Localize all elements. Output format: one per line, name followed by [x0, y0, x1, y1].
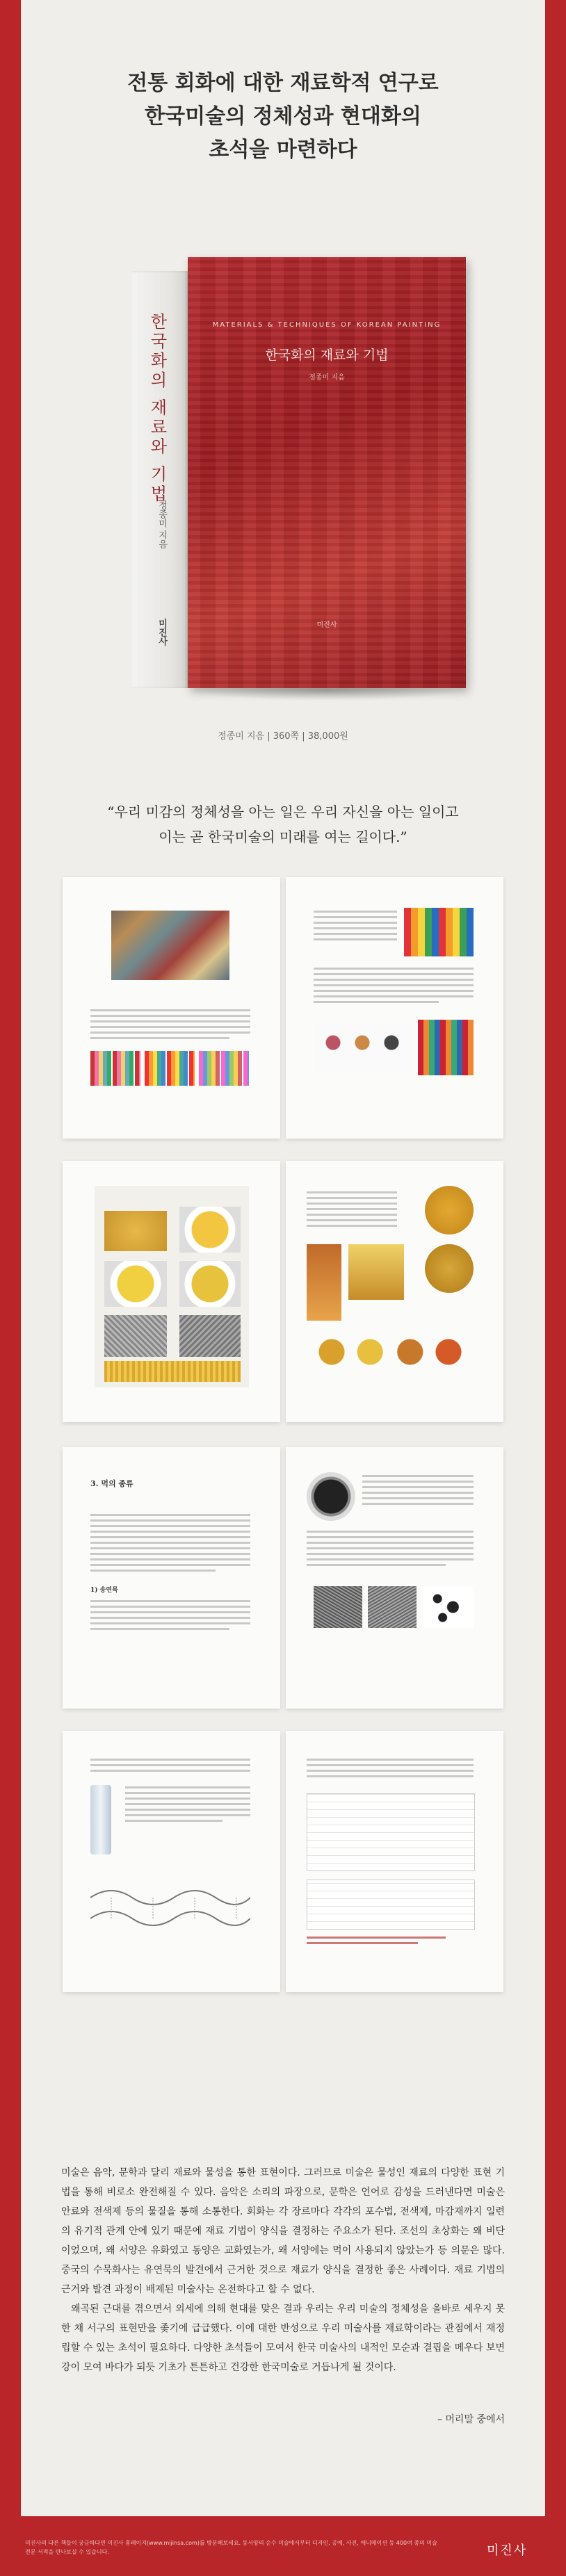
data-table — [307, 1880, 475, 1930]
book-page-right — [286, 877, 503, 1139]
book-spread — [63, 1161, 503, 1422]
ink-dish-photo — [307, 1472, 355, 1521]
book-page-right — [286, 1447, 503, 1709]
yellow-pigment-dish — [179, 1207, 241, 1253]
book-page-left — [63, 1731, 280, 1992]
spine-author: 정종미 지음 — [156, 500, 167, 549]
pigment-tubes-photo — [418, 1020, 474, 1075]
book-spread — [63, 1731, 503, 1992]
microscope-photo — [104, 1315, 167, 1357]
color-swatch-chart — [145, 1051, 195, 1086]
cover-publisher: 미진사 — [316, 621, 337, 629]
quote — [21, 799, 545, 849]
footer-note: 미진사의 다른 책들이 궁금하다면 미진사 홈페이지(www.mijinsa.com)를 방문해보세요. 동서양의 순수 미술에서부터 디자인, 공예, 사진, 애니메이션 등 400여 종의 미술 전문 서적을 만나보실 수 있습니다. — [25, 2540, 437, 2555]
color-swatch-chart — [199, 1051, 249, 1086]
section-heading: 3. 먹의 종류 — [90, 1479, 134, 1488]
book-image — [132, 257, 466, 702]
book-page-left — [63, 1161, 280, 1422]
cover-english-title: MATERIALS & TECHNIQUES OF KOREAN PAINTING — [212, 321, 442, 329]
pigment-dish-photo — [425, 1244, 474, 1293]
headline — [21, 67, 545, 167]
spine-publisher: 미진사 — [156, 619, 167, 646]
orpiment-photo — [104, 1211, 167, 1251]
pigment-dishes-photo — [314, 1023, 411, 1072]
yellow-pigment-dish — [179, 1261, 241, 1307]
body-text — [61, 2163, 505, 2377]
book-page-right — [286, 1731, 503, 1992]
publisher-logo: 미진사 — [487, 2543, 528, 2558]
book-page-right — [286, 1161, 503, 1422]
spray-bottle-photo — [90, 1785, 111, 1854]
book-spread — [63, 1447, 503, 1709]
pigment-palette-photo — [404, 908, 474, 956]
body-paragraph: 왜곡된 근대를 겪으면서 외세에 의해 현대를 맞은 결과 우리는 우리 미술의 정체성을 올바로 세우지 못한 채 서구의 표현만을 좇기에 급급했다. 이에 대한 반성으로 우리 미술사를 재료학이라는 관점에서 재정립할 수 있는 초석이 필요하다. 다양한 초석들이 모여서 한국 미술사의 내적인 모순과 결핍을 메우다 보면 강이 모여 바다가 되듯 기초가 튼튼하고 건강한 한국미술로 거듭나게 될 것이다. — [61, 2304, 505, 2373]
book-spread — [63, 877, 503, 1139]
color-swatch-chart — [90, 1051, 140, 1086]
ochre-sample-photo — [307, 1244, 341, 1321]
cover-title: 한국화의 재료와 기법 — [265, 348, 389, 363]
pigment-texture-photo — [104, 1361, 241, 1382]
book-spine — [132, 271, 188, 688]
soot-micrograph — [314, 1586, 362, 1628]
data-table — [307, 1793, 475, 1871]
subsection-heading: 1) 송연묵 — [90, 1587, 118, 1594]
yellow-pigment-dish — [104, 1261, 167, 1307]
cover-author: 정종미 지음 — [309, 374, 345, 382]
soot-micrograph — [368, 1586, 417, 1628]
attribution: – 머리말 중에서 — [437, 2414, 505, 2425]
quote-line: “우리 미감의 정체성을 아는 일은 우리 자신을 아는 일이고 — [107, 804, 459, 820]
body-paragraph: 미술은 음악, 문학과 달리 재료와 물성을 통한 표현이다. 그러므로 미술은 물성인 재료의 다양한 표현 기법을 통해 비로소 완전해질 수 있다. 음악은 소리의 파장으로, 문학은 언어로 감성을 드러낸다면 미술은 안료와 전색제 등의 물질을 통해 소통한다. 회화는 각 장르마다 각각의 포수법, 전색제, 마감재까지 일련의 유기적 관계 안에 있기 때문에 재료 기법이 양식을 결정하는 주요소가 된다. 조선의 초상화는 왜 비단이었으며, 왜 서양은 유화였고 동양은 교화였는가, 왜 서양에는 먹이 사용되지 않았는가 등 의문은 많다. 중국의 수묵화사는 유연묵의 발견에서 근거한 것으로 재료가 양식을 결정한 좋은 사례이다. 재료 기법의 근거와 발견 과정이 배제된 미술사는 온전하다고 할 수 없다. — [61, 2167, 505, 2295]
microscope-photo — [179, 1315, 241, 1357]
molecule-diagram — [90, 1884, 250, 1932]
book-cover — [188, 257, 466, 688]
ochre-sample-photo — [348, 1244, 404, 1300]
headline-line: 전통 회화에 대한 재료학적 연구로 — [127, 71, 439, 95]
pigment-dish-photo — [425, 1186, 474, 1234]
headline-line: 초석을 마련하다 — [209, 138, 357, 162]
pigment-stones-photo — [111, 911, 229, 980]
book-page-left — [63, 877, 280, 1139]
quote-line: 이는 곧 한국미술의 미래를 여는 길이다.” — [159, 829, 407, 845]
spine-title: 한국화의 재료와 기법 — [147, 313, 167, 505]
pigment-dishes-row — [307, 1335, 474, 1369]
soot-particles-diagram — [422, 1586, 474, 1628]
book-page-left — [63, 1447, 280, 1709]
headline-line: 한국미술의 정체성과 현대화의 — [145, 104, 421, 129]
book-info: 정종미 지음 | 360쪽 | 38,000원 — [218, 731, 348, 742]
